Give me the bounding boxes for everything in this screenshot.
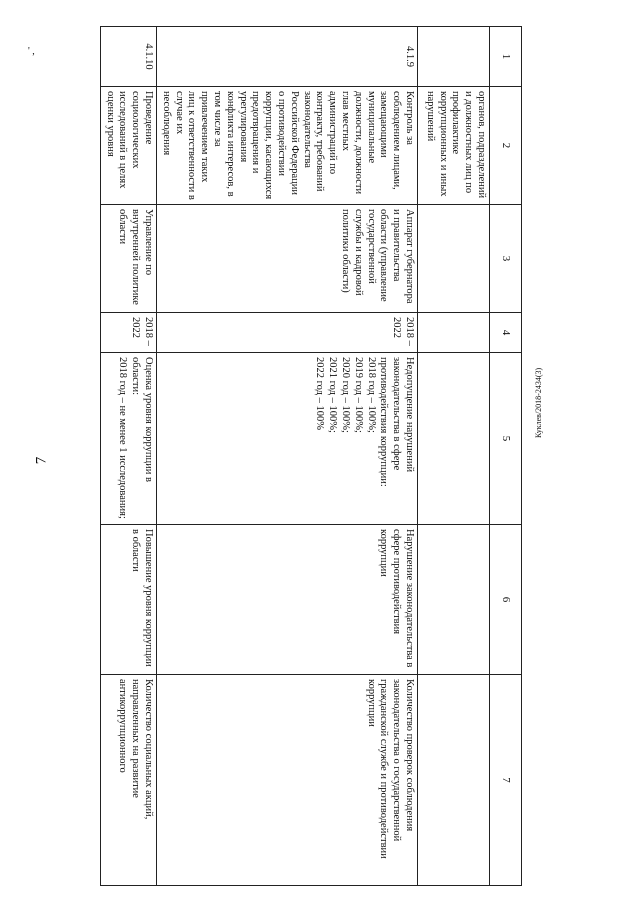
indicator-cell	[418, 353, 490, 525]
header-cell-3: 3	[490, 205, 522, 313]
result-cell	[418, 525, 490, 675]
row-number-cell: 4.1.9	[157, 27, 418, 87]
measure-cell: органов, подразделений и должностных лиц по профилактике коррупционных и иных нарушений	[418, 87, 490, 205]
stray-marks: ' ,	[28, 46, 35, 57]
page-number: 7	[33, 456, 50, 465]
measures-table	[100, 26, 522, 886]
footer-reference: Куклев/2018-2434(3)	[534, 367, 543, 438]
header-cell-7: 7	[490, 675, 522, 886]
criterion-cell	[418, 675, 490, 886]
criterion-cell: Количество проверок соблюдения законодательства о государственной гражданской службе и противодействии коррупции	[157, 675, 418, 886]
header-cell-4: 4	[490, 313, 522, 353]
result-cell: Повышение уровня коррупции в области	[100, 525, 156, 675]
table-row	[418, 27, 490, 886]
period-cell: 2018 – 2022	[100, 313, 156, 353]
executor-cell: Управление по внутренней политике области	[100, 205, 156, 313]
executor-cell: Аппарат губернатора и правительства области (управление государственной службы и кадровой политики области)	[157, 205, 418, 313]
table-row	[157, 27, 418, 886]
row-number-cell	[418, 27, 490, 87]
period-cell: 2018 – 2022	[157, 313, 418, 353]
measure-cell: Проведение социологических исследований в целях оценки уровня	[100, 87, 156, 205]
executor-cell	[418, 205, 490, 313]
table-row	[100, 27, 156, 886]
measures-table-wrapper	[104, 26, 522, 885]
period-cell	[418, 313, 490, 353]
row-number-cell: 4.1.10	[100, 27, 156, 87]
indicator-cell: Недопущение нарушений законодательства в сфере противодействия коррупции: 2018 год – 100%; 2019 год – 100%; 2020 год – 100%; 2021 год – 100%; 2022 год – 100%	[157, 353, 418, 525]
header-cell-5: 5	[490, 353, 522, 525]
header-row	[490, 27, 522, 886]
result-cell: Нарушение законодательства в сфере противодействия коррупции	[157, 525, 418, 675]
indicator-cell: Оценка уровня коррупции в области: 2018 год – не менее 1 исследования;	[100, 353, 156, 525]
header-cell-1: 1	[490, 27, 522, 87]
criterion-cell: Количество социальных акций, направленных на развитие антикоррупционного	[100, 675, 156, 886]
measure-cell: Контроль за соблюдением лицами, замещающими муниципальные должности, должности глав местных администраций по контракту, требований законодательства Российской Федерации о противодействии коррупции, касающихся предотвращения и урегулирования конфликта интересов, в том числе за привлечением таких лиц к ответственности в случае их несоблюдения	[157, 87, 418, 205]
header-cell-6: 6	[490, 525, 522, 675]
header-cell-2: 2	[490, 87, 522, 205]
